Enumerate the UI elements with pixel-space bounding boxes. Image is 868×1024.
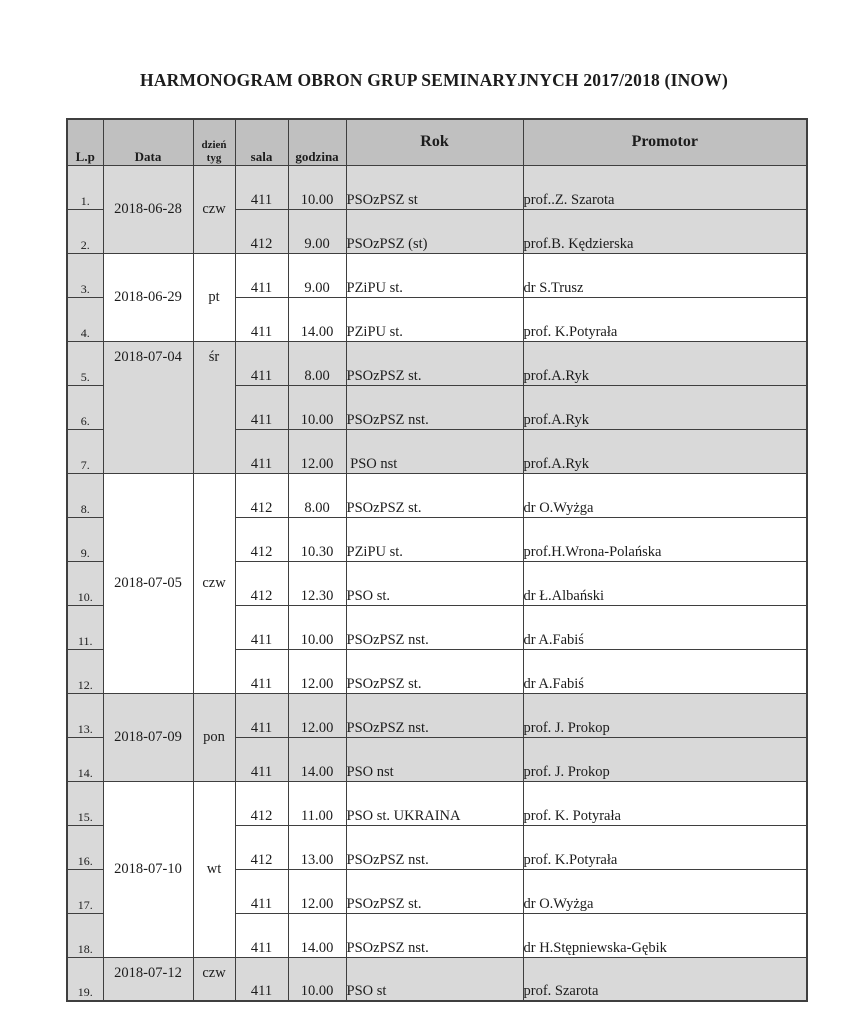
rok-cell: PSOzPSZ nst. <box>346 913 523 957</box>
sala-cell: 412 <box>235 781 288 825</box>
lp-cell: 11. <box>67 605 103 649</box>
lp-cell: 3. <box>67 253 103 297</box>
date-cell: 2018-06-28 <box>103 165 193 253</box>
promotor-cell: prof. J. Prokop <box>523 737 807 781</box>
promotor-cell: prof.A.Ryk <box>523 385 807 429</box>
lp-cell: 6. <box>67 385 103 429</box>
godzina-cell: 10.00 <box>288 165 346 209</box>
godzina-cell: 14.00 <box>288 913 346 957</box>
lp-cell: 17. <box>67 869 103 913</box>
promotor-cell: prof. K. Potyrała <box>523 781 807 825</box>
rok-cell: PSOzPSZ st. <box>346 869 523 913</box>
date-cell: 2018-06-29 <box>103 253 193 341</box>
godzina-cell: 9.00 <box>288 209 346 253</box>
sala-cell: 412 <box>235 517 288 561</box>
promotor-cell: prof.A.Ryk <box>523 429 807 473</box>
date-cell: 2018-07-04 <box>103 341 193 473</box>
godzina-cell: 8.00 <box>288 473 346 517</box>
lp-cell: 7. <box>67 429 103 473</box>
rok-cell: PSOzPSZ st <box>346 165 523 209</box>
godzina-cell: 12.00 <box>288 869 346 913</box>
rok-cell: PZiPU st. <box>346 253 523 297</box>
day-cell: czw <box>193 165 235 253</box>
lp-cell: 15. <box>67 781 103 825</box>
promotor-cell: prof.H.Wrona-Polańska <box>523 517 807 561</box>
promotor-cell: prof..Z. Szarota <box>523 165 807 209</box>
header-data: Data <box>103 119 193 165</box>
lp-cell: 5. <box>67 341 103 385</box>
promotor-cell: dr H.Stępniewska-Gębik <box>523 913 807 957</box>
table-header-row <box>67 119 807 165</box>
lp-cell: 18. <box>67 913 103 957</box>
rok-cell: PSOzPSZ st. <box>346 649 523 693</box>
header-dzien-tyg: dzień tyg <box>193 119 235 165</box>
rok-cell: PSOzPSZ nst. <box>346 605 523 649</box>
sala-cell: 411 <box>235 737 288 781</box>
godzina-cell: 11.00 <box>288 781 346 825</box>
day-cell: czw <box>193 473 235 693</box>
rok-cell: PSO st. UKRAINA <box>346 781 523 825</box>
godzina-cell: 12.00 <box>288 649 346 693</box>
lp-cell: 13. <box>67 693 103 737</box>
date-cell: 2018-07-12 <box>103 957 193 1001</box>
sala-cell: 411 <box>235 605 288 649</box>
rok-cell: PSOzPSZ st. <box>346 473 523 517</box>
table-row <box>67 473 807 517</box>
sala-cell: 412 <box>235 473 288 517</box>
sala-cell: 411 <box>235 429 288 473</box>
godzina-cell: 10.30 <box>288 517 346 561</box>
rok-cell: PSOzPSZ nst. <box>346 385 523 429</box>
lp-cell: 1. <box>67 165 103 209</box>
promotor-cell: dr O.Wyżga <box>523 869 807 913</box>
header-sala: sala <box>235 119 288 165</box>
day-cell: śr <box>193 341 235 473</box>
godzina-cell: 8.00 <box>288 341 346 385</box>
promotor-cell: dr O.Wyżga <box>523 473 807 517</box>
table-row <box>67 693 807 737</box>
rok-cell: PSOzPSZ nst. <box>346 693 523 737</box>
lp-cell: 9. <box>67 517 103 561</box>
promotor-cell: dr A.Fabiś <box>523 649 807 693</box>
godzina-cell: 12.00 <box>288 429 346 473</box>
rok-cell: PSOzPSZ st. <box>346 341 523 385</box>
promotor-cell: dr Ł.Albański <box>523 561 807 605</box>
promotor-cell: prof. J. Prokop <box>523 693 807 737</box>
table-row <box>67 781 807 825</box>
godzina-cell: 10.00 <box>288 605 346 649</box>
rok-cell: PSO nst <box>346 429 523 473</box>
day-cell: pon <box>193 693 235 781</box>
rok-cell: PSOzPSZ (st) <box>346 209 523 253</box>
header-promotor: Promotor <box>523 119 807 165</box>
header-godzina: godzina <box>288 119 346 165</box>
lp-cell: 8. <box>67 473 103 517</box>
sala-cell: 411 <box>235 693 288 737</box>
promotor-cell: prof. K.Potyrała <box>523 297 807 341</box>
promotor-cell: prof.A.Ryk <box>523 341 807 385</box>
page-title: HARMONOGRAM OBRON GRUP SEMINARYJNYCH 2017/2018 (INOW) <box>140 70 728 90</box>
promotor-cell: prof.B. Kędzierska <box>523 209 807 253</box>
sala-cell: 411 <box>235 341 288 385</box>
day-cell: pt <box>193 253 235 341</box>
lp-cell: 12. <box>67 649 103 693</box>
schedule-table-body <box>67 165 807 1001</box>
promotor-cell: dr A.Fabiś <box>523 605 807 649</box>
sala-cell: 412 <box>235 561 288 605</box>
sala-cell: 412 <box>235 209 288 253</box>
table-row <box>67 253 807 297</box>
lp-cell: 14. <box>67 737 103 781</box>
rok-cell: PSO st <box>346 957 523 1001</box>
sala-cell: 411 <box>235 649 288 693</box>
godzina-cell: 10.00 <box>288 385 346 429</box>
date-cell: 2018-07-10 <box>103 781 193 957</box>
rok-cell: PSOzPSZ nst. <box>346 825 523 869</box>
header-rok: Rok <box>346 119 523 165</box>
godzina-cell: 14.00 <box>288 297 346 341</box>
sala-cell: 411 <box>235 297 288 341</box>
lp-cell: 2. <box>67 209 103 253</box>
sala-cell: 411 <box>235 869 288 913</box>
date-cell: 2018-07-09 <box>103 693 193 781</box>
godzina-cell: 10.00 <box>288 957 346 1001</box>
sala-cell: 412 <box>235 825 288 869</box>
sala-cell: 411 <box>235 957 288 1001</box>
rok-cell: PSO nst <box>346 737 523 781</box>
godzina-cell: 9.00 <box>288 253 346 297</box>
lp-cell: 4. <box>67 297 103 341</box>
sala-cell: 411 <box>235 165 288 209</box>
godzina-cell: 13.00 <box>288 825 346 869</box>
godzina-cell: 14.00 <box>288 737 346 781</box>
schedule-table <box>66 118 808 1002</box>
lp-cell: 19. <box>67 957 103 1001</box>
promotor-cell: prof. Szarota <box>523 957 807 1001</box>
sala-cell: 411 <box>235 913 288 957</box>
godzina-cell: 12.00 <box>288 693 346 737</box>
day-cell: wt <box>193 781 235 957</box>
promotor-cell: prof. K.Potyrała <box>523 825 807 869</box>
table-row <box>67 957 807 1001</box>
header-lp: L.p <box>67 119 103 165</box>
rok-cell: PSO st. <box>346 561 523 605</box>
godzina-cell: 12.30 <box>288 561 346 605</box>
table-row <box>67 165 807 209</box>
rok-cell: PZiPU st. <box>346 517 523 561</box>
sala-cell: 411 <box>235 253 288 297</box>
lp-cell: 10. <box>67 561 103 605</box>
promotor-cell: dr S.Trusz <box>523 253 807 297</box>
rok-cell: PZiPU st. <box>346 297 523 341</box>
table-row <box>67 341 807 385</box>
lp-cell: 16. <box>67 825 103 869</box>
sala-cell: 411 <box>235 385 288 429</box>
day-cell: czw <box>193 957 235 1001</box>
date-cell: 2018-07-05 <box>103 473 193 693</box>
